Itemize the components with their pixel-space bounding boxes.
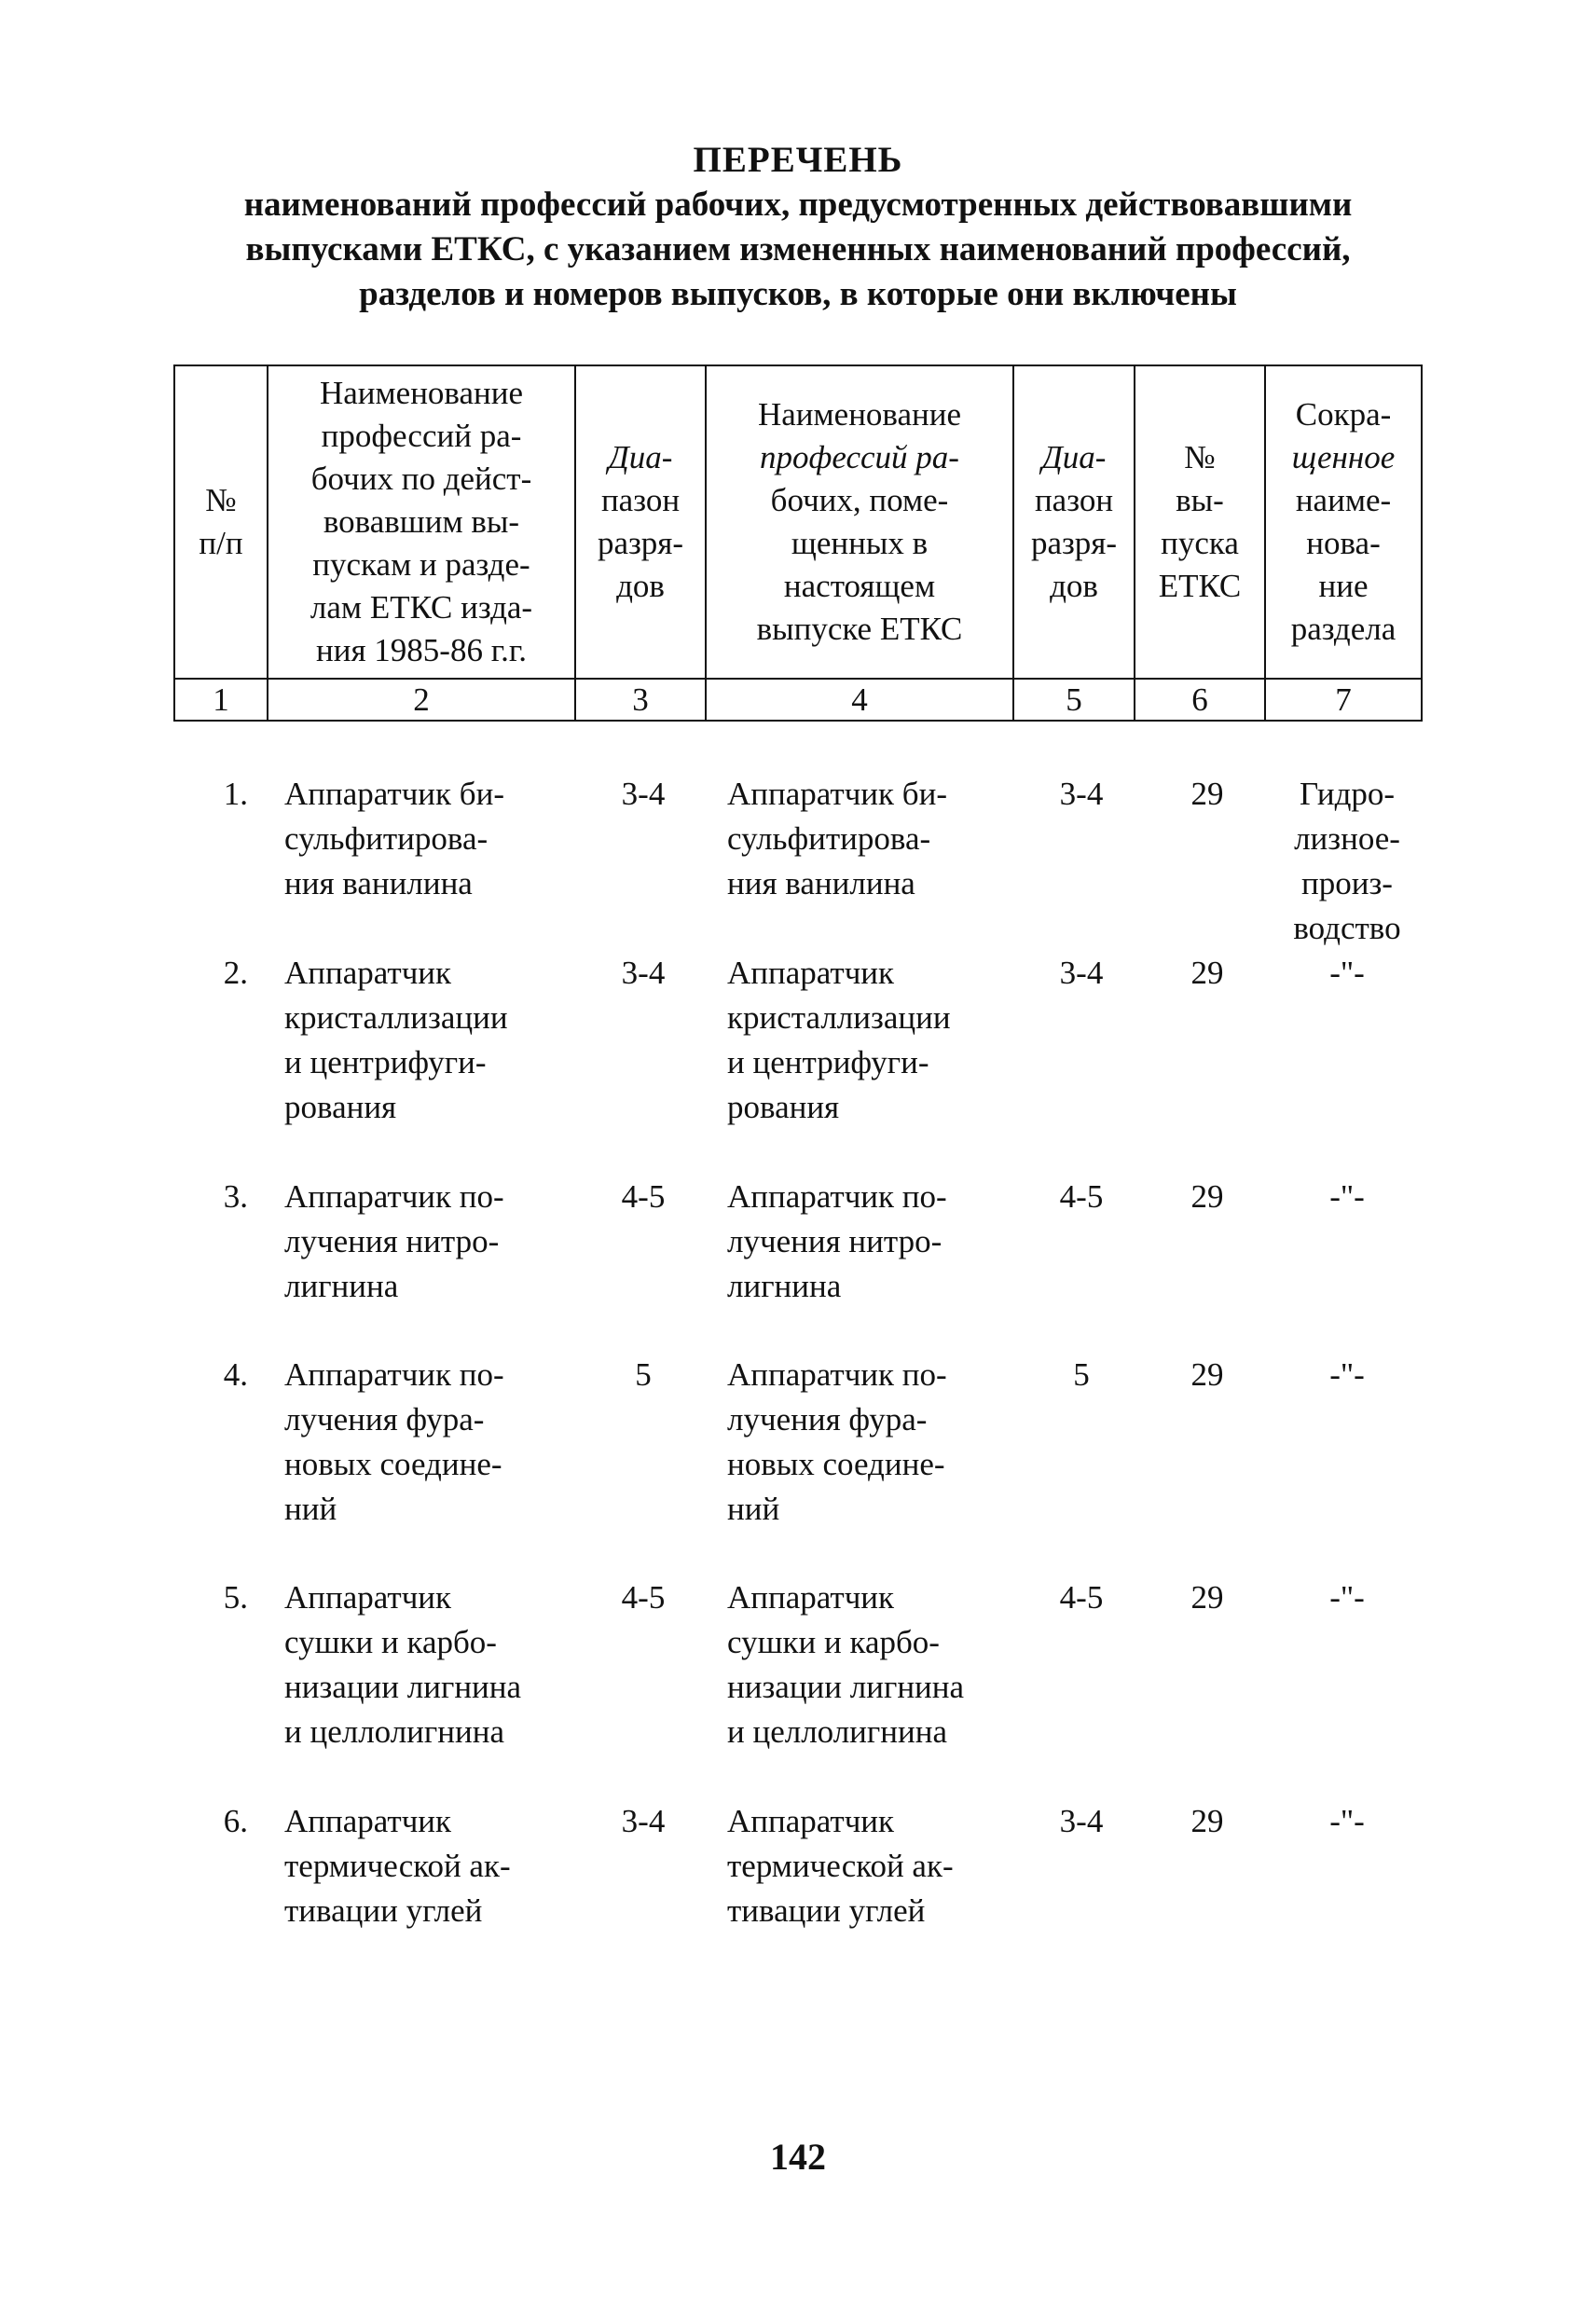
old-range: 3-4 [621,955,666,991]
old-range: 4-5 [621,1178,666,1215]
header-section: Сокра- щенное наиме- нова- ние раздела [1265,365,1422,679]
row-number: 1. [223,776,248,812]
new-profession-name: Аппаратчик сушки и карбо- низации лигнина и целлолигнина [727,1579,965,1750]
row-number: 6. [223,1803,248,1839]
new-profession-name: Аппаратчик термической ак- тивации углей [727,1803,954,1929]
title-line: разделов и номеров выпусков, в которые они включены [359,275,1237,313]
issue-number: 29 [1190,955,1224,991]
old-profession-name: Аппаратчик по- лучения фура- новых соедине- ний [284,1356,504,1527]
title-line: наименований профессий рабочих, предусмотренных действовавшими [243,186,1353,224]
column-number-5: 5 [1013,679,1135,721]
title-heading: ПЕРЕЧЕНЬ [693,140,903,180]
page-number: 142 [770,2136,826,2178]
old-profession-name: Аппаратчик би- сульфитирова- ния ванилина [284,776,504,901]
section-name: -"- [1329,955,1365,991]
header-old-range: Диа- пазон разря- дов [575,365,706,679]
header-issue: № вы- пуска ЕТКС [1135,365,1265,679]
column-number-1: 1 [174,679,268,721]
new-profession-name: Аппаратчик по- лучения фура- новых соедине- ний [727,1356,947,1527]
new-profession-name: Аппаратчик по- лучения нитро- лигнина [727,1178,947,1304]
table-header [173,365,1423,722]
old-profession-name: Аппаратчик термической ак- тивации углей [284,1803,511,1929]
section-name: -"- [1329,1803,1365,1839]
old-range: 3-4 [621,1803,666,1839]
header-new-range: Диа- пазон разря- дов [1013,365,1135,679]
old-profession-name: Аппаратчик по- лучения нитро- лигнина [284,1178,504,1304]
section-name: -"- [1329,1579,1365,1616]
header-number: № п/п [174,365,268,679]
new-range: 5 [1073,1356,1090,1393]
header-new-profession: Наименование профессий ра- бочих, поме- щенных в настоящем выпуске ЕТКС [706,365,1013,679]
new-profession-name: Аппаратчик кристаллизации и центрифуги- рования [727,955,951,1125]
row-number: 3. [223,1178,248,1215]
column-number-6: 6 [1135,679,1265,721]
column-number-7: 7 [1265,679,1422,721]
section-name: Гидро- лизное- произ- водство [1293,776,1401,946]
issue-number: 29 [1190,1178,1224,1215]
section-name: -"- [1329,1356,1365,1393]
issue-number: 29 [1190,1579,1224,1616]
title-line: выпусками ЕТКС, с указанием измененных наименований профессий, [245,230,1351,268]
old-profession-name: Аппаратчик кристаллизации и центрифуги- рования [284,955,508,1125]
column-number-4: 4 [706,679,1013,721]
row-number: 4. [223,1356,248,1393]
column-number-2: 2 [268,679,575,721]
new-range: 3-4 [1059,776,1104,812]
issue-number: 29 [1190,1356,1224,1393]
document-title [0,138,1596,317]
section-name: -"- [1329,1178,1365,1215]
issue-number: 29 [1190,776,1224,812]
new-profession-name: Аппаратчик би- сульфитирова- ния ванилина [727,776,947,901]
old-range: 5 [635,1356,652,1393]
new-range: 4-5 [1059,1579,1104,1616]
old-profession-name: Аппаратчик сушки и карбо- низации лигнина и целлолигнина [284,1579,522,1750]
new-range: 3-4 [1059,955,1104,991]
old-range: 3-4 [621,776,666,812]
row-number: 2. [223,955,248,991]
new-range: 4-5 [1059,1178,1104,1215]
old-range: 4-5 [621,1579,666,1616]
issue-number: 29 [1190,1803,1224,1839]
header-old-profession: Наименование профессий ра- бочих по дейст- вовавшим вы- пускам и разде- лам ЕТКС изда- ния 1985-86 г.г. [268,365,575,679]
row-number: 5. [223,1579,248,1616]
new-range: 3-4 [1059,1803,1104,1839]
column-number-3: 3 [575,679,706,721]
